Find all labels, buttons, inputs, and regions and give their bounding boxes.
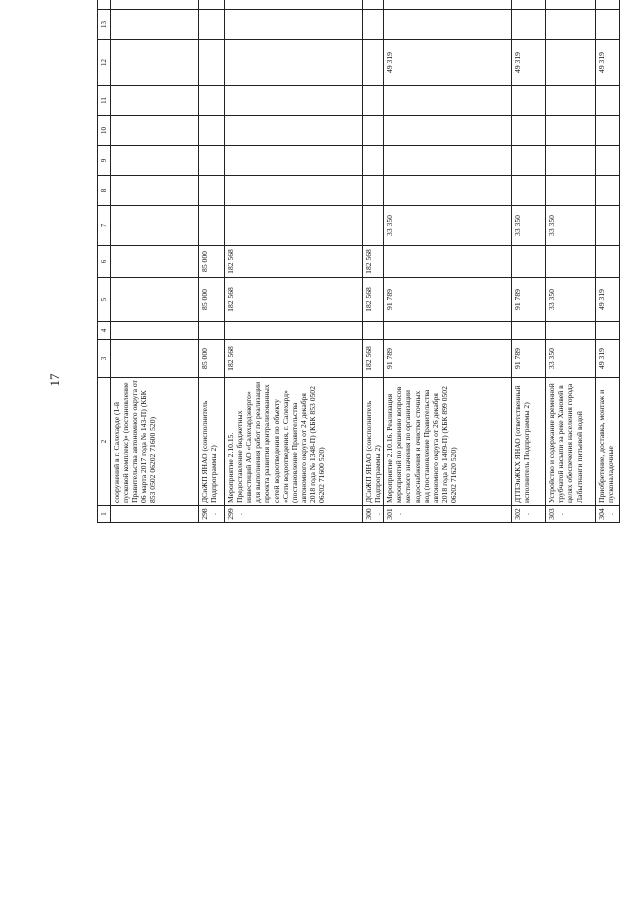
value-cell-col-6: 182 568 bbox=[225, 246, 363, 278]
column-header-7: 7 bbox=[98, 206, 111, 246]
value-cell-col-7 bbox=[111, 206, 199, 246]
value-cell-col-4 bbox=[363, 322, 384, 340]
value-cell-col-4 bbox=[596, 322, 620, 340]
value-cell-col-14 bbox=[384, 0, 512, 10]
value-cell-col-8 bbox=[111, 176, 199, 206]
value-cell-col-3: 85 000 bbox=[199, 340, 225, 378]
value-cell-col-9 bbox=[384, 146, 512, 176]
rotated-table-container bbox=[97, 15, 616, 892]
value-cell-col-9 bbox=[596, 146, 620, 176]
table-row bbox=[111, 0, 199, 523]
value-cell-col-4 bbox=[546, 322, 596, 340]
value-cell-col-10 bbox=[199, 116, 225, 146]
value-cell-col-12 bbox=[363, 40, 384, 86]
column-header-2: 2 bbox=[98, 378, 111, 506]
column-header-3: 3 bbox=[98, 340, 111, 378]
value-cell-col-3: 33 350 bbox=[546, 340, 596, 378]
column-header-1: 1 bbox=[98, 506, 111, 523]
table-row bbox=[199, 0, 225, 523]
value-cell-col-6 bbox=[384, 246, 512, 278]
value-cell-col-11 bbox=[546, 86, 596, 116]
value-cell-col-9 bbox=[111, 146, 199, 176]
value-cell-col-10 bbox=[512, 116, 546, 146]
row-description-cell: ДСиЖП ЯНАО (соисполнитель Подпрограммы 2) bbox=[363, 378, 384, 506]
value-cell-col-11 bbox=[596, 86, 620, 116]
row-description-cell: Устройство и содержание временной трубчатой насыпи за реке Хановей в целях обеспечения населения города Лабытнанги питьевой водой bbox=[546, 378, 596, 506]
value-cell-col-7 bbox=[199, 206, 225, 246]
value-cell-col-10 bbox=[111, 116, 199, 146]
value-cell-col-7: 33 350 bbox=[512, 206, 546, 246]
value-cell-col-13 bbox=[596, 10, 620, 40]
value-cell-col-14 bbox=[111, 0, 199, 10]
value-cell-col-12 bbox=[199, 40, 225, 86]
value-cell-col-10 bbox=[546, 116, 596, 146]
table-row bbox=[596, 0, 620, 523]
value-cell-col-3: 182 568 bbox=[363, 340, 384, 378]
value-cell-col-8 bbox=[384, 176, 512, 206]
column-header-9: 9 bbox=[98, 146, 111, 176]
value-cell-col-7 bbox=[225, 206, 363, 246]
row-description-cell: сооружений в г. Салехарде (1-й пусковой комплекс)» (постановление Правительства автономного округа от 06 марта 2017 года № 143-П) (КБК 853 0502 06202 71600 520) bbox=[111, 378, 199, 506]
row-number-cell: 299. bbox=[225, 506, 363, 523]
value-cell-col-3: 91 789 bbox=[512, 340, 546, 378]
value-cell-col-10 bbox=[384, 116, 512, 146]
row-number-cell: 300. bbox=[363, 506, 384, 523]
value-cell-col-5: 91 789 bbox=[512, 278, 546, 322]
value-cell-col-12 bbox=[111, 40, 199, 86]
value-cell-col-9 bbox=[363, 146, 384, 176]
row-number-cell bbox=[111, 506, 199, 523]
value-cell-col-12: 49 319 bbox=[384, 40, 512, 86]
value-cell-col-7 bbox=[596, 206, 620, 246]
row-number-cell: 304. bbox=[596, 506, 620, 523]
value-cell-col-3: 91 789 bbox=[384, 340, 512, 378]
value-cell-col-11 bbox=[111, 86, 199, 116]
column-header-row bbox=[98, 0, 111, 523]
budget-table bbox=[97, 0, 620, 523]
value-cell-col-6: 182 568 bbox=[363, 246, 384, 278]
value-cell-col-5: 91 789 bbox=[384, 278, 512, 322]
value-cell-col-8 bbox=[199, 176, 225, 206]
value-cell-col-9 bbox=[512, 146, 546, 176]
value-cell-col-6 bbox=[596, 246, 620, 278]
value-cell-col-13 bbox=[363, 10, 384, 40]
value-cell-col-9 bbox=[199, 146, 225, 176]
value-cell-col-4 bbox=[384, 322, 512, 340]
value-cell-col-5: 85 000 bbox=[199, 278, 225, 322]
value-cell-col-3 bbox=[111, 340, 199, 378]
value-cell-col-8 bbox=[596, 176, 620, 206]
column-header-11: 11 bbox=[98, 86, 111, 116]
value-cell-col-5: 49 319 bbox=[596, 278, 620, 322]
value-cell-col-4 bbox=[512, 322, 546, 340]
value-cell-col-12: 49 319 bbox=[512, 40, 546, 86]
value-cell-col-11 bbox=[384, 86, 512, 116]
value-cell-col-12: 49 319 bbox=[596, 40, 620, 86]
value-cell-col-13 bbox=[199, 10, 225, 40]
value-cell-col-10 bbox=[363, 116, 384, 146]
value-cell-col-3: 182 568 bbox=[225, 340, 363, 378]
value-cell-col-13 bbox=[111, 10, 199, 40]
value-cell-col-9 bbox=[225, 146, 363, 176]
value-cell-col-13 bbox=[512, 10, 546, 40]
value-cell-col-11 bbox=[512, 86, 546, 116]
table-body bbox=[111, 0, 620, 523]
value-cell-col-12 bbox=[546, 40, 596, 86]
rotated-table bbox=[97, 0, 616, 523]
column-header-12: 12 bbox=[98, 40, 111, 86]
row-description-cell: Приобретение, доставка, монтаж и пусконаладочные bbox=[596, 378, 620, 506]
value-cell-col-7: 33 350 bbox=[384, 206, 512, 246]
column-header-6: 6 bbox=[98, 246, 111, 278]
page-number: 17 bbox=[47, 373, 62, 387]
value-cell-col-6: 85 000 bbox=[199, 246, 225, 278]
row-number-cell: 298. bbox=[199, 506, 225, 523]
row-number-cell: 301. bbox=[384, 506, 512, 523]
value-cell-col-11 bbox=[363, 86, 384, 116]
value-cell-col-11 bbox=[225, 86, 363, 116]
table-row bbox=[546, 0, 596, 523]
value-cell-col-8 bbox=[225, 176, 363, 206]
column-header-13: 13 bbox=[98, 10, 111, 40]
table-row bbox=[225, 0, 363, 523]
row-number-cell: 303. bbox=[546, 506, 596, 523]
value-cell-col-13 bbox=[546, 10, 596, 40]
value-cell-col-12 bbox=[225, 40, 363, 86]
value-cell-col-6 bbox=[111, 246, 199, 278]
value-cell-col-6 bbox=[512, 246, 546, 278]
table-row bbox=[512, 0, 546, 523]
value-cell-col-10 bbox=[225, 116, 363, 146]
value-cell-col-8 bbox=[546, 176, 596, 206]
value-cell-col-5 bbox=[111, 278, 199, 322]
row-description-cell: Мероприятие 2.10.16. Реализация мероприятий по решению вопросов местного значения по организации водоснабжения и очистки сточных вод (постановление Правительства автономного округа от 26 декабря 2018 года № 1409-П) (КБК 899 0502 06202 71620 520) bbox=[384, 378, 512, 506]
value-cell-col-3: 49 319 bbox=[596, 340, 620, 378]
value-cell-col-9 bbox=[546, 146, 596, 176]
column-header-5: 5 bbox=[98, 278, 111, 322]
value-cell-col-10 bbox=[596, 116, 620, 146]
column-header-8: 8 bbox=[98, 176, 111, 206]
row-number-cell: 302. bbox=[512, 506, 546, 523]
value-cell-col-13 bbox=[384, 10, 512, 40]
value-cell-col-5: 33 350 bbox=[546, 278, 596, 322]
column-header-14 bbox=[98, 0, 111, 10]
value-cell-col-14 bbox=[512, 0, 546, 10]
table-row bbox=[384, 0, 512, 523]
row-description-cell: ДСиЖП ЯНАО (соисполнитель Подпрограммы 2) bbox=[199, 378, 225, 506]
value-cell-col-14 bbox=[199, 0, 225, 10]
value-cell-col-8 bbox=[363, 176, 384, 206]
value-cell-col-14 bbox=[363, 0, 384, 10]
value-cell-col-4 bbox=[199, 322, 225, 340]
value-cell-col-11 bbox=[199, 86, 225, 116]
value-cell-col-5: 182 568 bbox=[363, 278, 384, 322]
row-description-cell: Мероприятие 2.10.15. Предоставление бюджетных инвестиций АО «Салехардэнерго» для выполнения работ по реализации проекта развития централизованных сетей водоотведения по объекту «Сети водоотведения, г. Салехард» (постановление Правительства автономного округа от 24 декабря 2018 года № 1348-П) (КБК 853 0502 06202 71600 520) bbox=[225, 378, 363, 506]
value-cell-col-6 bbox=[546, 246, 596, 278]
row-description-cell: ДТПЭиЖКХ ЯНАО (ответственный исполнитель Подпрограммы 2) bbox=[512, 378, 546, 506]
value-cell-col-4 bbox=[111, 322, 199, 340]
value-cell-col-14 bbox=[596, 0, 620, 10]
value-cell-col-5: 182 568 bbox=[225, 278, 363, 322]
value-cell-col-7: 33 350 bbox=[546, 206, 596, 246]
column-header-4: 4 bbox=[98, 322, 111, 340]
value-cell-col-7 bbox=[363, 206, 384, 246]
column-header-10: 10 bbox=[98, 116, 111, 146]
value-cell-col-14 bbox=[225, 0, 363, 10]
value-cell-col-14 bbox=[546, 0, 596, 10]
table-row bbox=[363, 0, 384, 523]
value-cell-col-8 bbox=[512, 176, 546, 206]
value-cell-col-4 bbox=[225, 322, 363, 340]
value-cell-col-13 bbox=[225, 10, 363, 40]
